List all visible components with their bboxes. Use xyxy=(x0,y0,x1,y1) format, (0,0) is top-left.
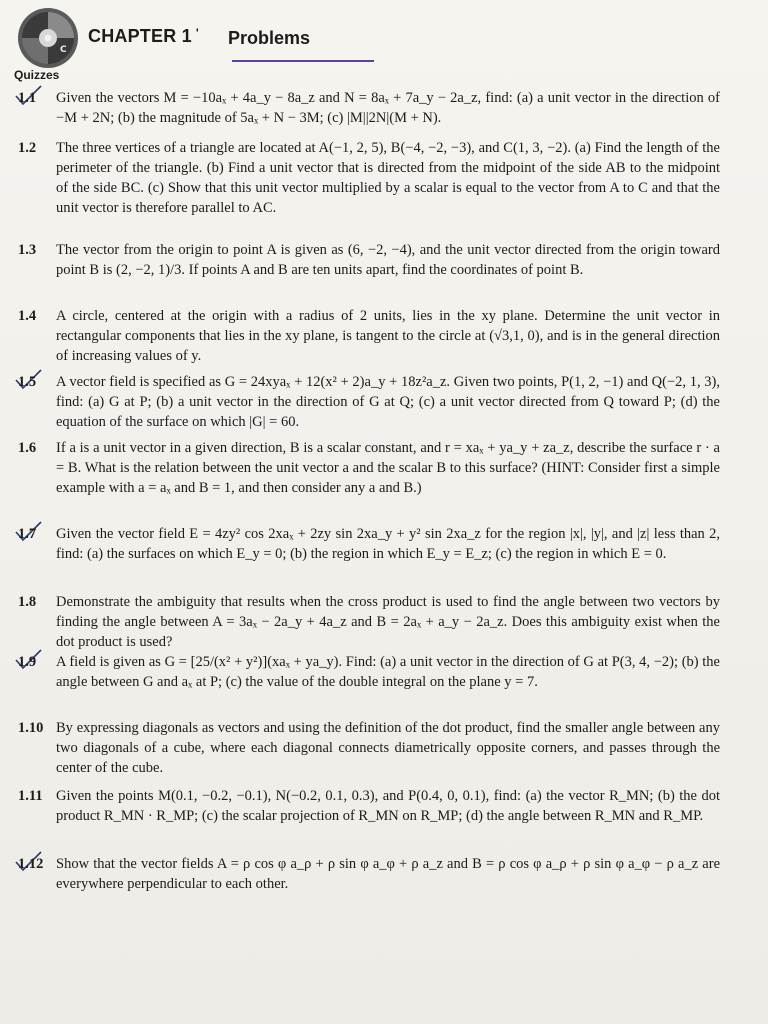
svg-text:C: C xyxy=(60,45,67,55)
problem-text: A field is given as G = [25/(x² + y²)](xaₓ + ya_y). Find: (a) a unit vector in the direction of G at P(3, 4, −2); (b) the angle between G and aₓ at P; (c) the value of the double integral on the plane y = 7. xyxy=(56,654,720,690)
problem-1-6 xyxy=(18,438,720,498)
problem-number: 1.2 xyxy=(18,140,37,156)
problem-number: 1.9 xyxy=(18,654,37,670)
problem-1-11 xyxy=(18,786,720,826)
problem-text: A vector field is specified as G = 24xyaₓ + 12(x² + 2)a_y + 18z²a_z. Given two points, P(1, 2, −1) and Q(−2, 1, 3), find: (a) G at P; (b) a unit vector in the direction of G at Q; (c) a unit vector directed from Q toward P; (d) the equation of the surface on which |G| = 60. xyxy=(56,374,720,430)
problem-1-1 xyxy=(18,88,720,128)
problem-text: A circle, centered at the origin with a radius of 2 units, lies in the xy plane. Determine the unit vector in rectangular components that lies in the xy plane, is tangent to the circle at (√3,1, 0), and is in the general direction of increasing values of y. xyxy=(56,308,720,364)
chapter-header xyxy=(16,4,756,70)
problem-text: Demonstrate the ambiguity that results when the cross product is used to find the angle between two vectors by finding the angle between A = 3aₓ − 2a_y + 4a_z and B = 2aₓ + a_y − 2a_z. Does this ambiguity exist when the dot product is used? xyxy=(56,594,720,650)
chapter-number-text: CHAPTER 1 xyxy=(88,26,192,46)
title-underline xyxy=(232,60,374,62)
problem-1-7 xyxy=(18,524,720,564)
problem-text: Show that the vector fields A = ρ cos φ a_ρ + ρ sin φ a_φ + ρ a_z and B = ρ cos φ a_ρ + ρ sin φ a_φ − ρ a_z are everywhere perpendicular to each other. xyxy=(56,856,720,892)
section-title: Problems xyxy=(228,28,311,48)
problem-number: 1.6 xyxy=(18,440,37,456)
problem-number: 1.5 xyxy=(18,374,37,390)
problem-text: Given the vectors M = −10aₓ + 4a_y − 8a_z and N = 8aₓ + 7a_y − 2a_z, find: (a) a unit vector in the direction of −M + 2N; (b) the magnitude of 5aₓ + N − 3M; (c) |M||2N|(M + N). xyxy=(56,90,720,126)
problem-text: If a is a unit vector in a given direction, B is a scalar constant, and r = xaₓ + ya_y + za_z, describe the surface r · a = B. What is the relation between the unit vector a and the scalar B to this surface? (HINT: Consider first a simple example with a = aₓ and B = 1, and then consider any a and B.) xyxy=(56,440,720,496)
problem-1-12 xyxy=(18,854,720,894)
problem-text: Given the vector field E = 4zy² cos 2xaₓ + 2zy sin 2xa_y + y² sin 2xa_z for the region |x|, |y|, and |z| less than 2, find: (a) the surfaces on which E_y = 0; (b) the region in which E_y = E_z; (c) the region in which E = 0. xyxy=(56,526,720,562)
problem-number: 1.7 xyxy=(18,526,37,542)
problem-text: The vector from the origin to point A is given as (6, −2, −4), and the unit vector directed from the origin toward point B is (2, −2, 1)/3. If points A and B are ten units apart, find the coordinates of point B. xyxy=(56,242,720,278)
quizzes-label: Quizzes xyxy=(14,68,60,82)
problem-text: By expressing diagonals as vectors and using the definition of the dot product, find the smaller angle between any two diagonals of a cube, where each diagonal connects diametrically opposite corners, and passes through the center of the cube. xyxy=(56,720,720,776)
problem-1-2 xyxy=(18,138,720,218)
problem-number: 1.3 xyxy=(18,242,37,258)
problem-number: 1.12 xyxy=(18,856,44,872)
chapter-label xyxy=(88,26,205,47)
problem-1-8 xyxy=(18,592,720,652)
problem-1-3 xyxy=(18,240,720,280)
problem-number: 1.11 xyxy=(18,788,43,804)
problem-text: Given the points M(0.1, −0.2, −0.1), N(−0.2, 0.1, 0.3), and P(0.4, 0, 0.1), find: (a) the vector R_MN; (b) the dot product R_MN · R_MP; (c) the scalar projection of R_MN on R_MP; (d) the angle between R_MN and R_MP. xyxy=(56,788,720,824)
problem-1-4 xyxy=(18,306,720,366)
problem-1-5 xyxy=(18,372,720,432)
problem-number: 1.1 xyxy=(18,90,37,106)
problem-1-9 xyxy=(18,652,720,692)
problem-1-10 xyxy=(18,718,720,778)
problem-number: 1.8 xyxy=(18,594,37,610)
problem-number: 1.10 xyxy=(18,720,44,736)
cd-disc-icon xyxy=(16,6,80,70)
chapter-separator: ' xyxy=(195,26,199,40)
problem-text: The three vertices of a triangle are located at A(−1, 2, 5), B(−4, −2, −3), and C(1, 3, −2). (a) Find the length of the perimeter of the triangle. (b) Find a unit vector that is directed from the midpoint of the side AB to the midpoint of the side BC. (c) Show that this unit vector multiplied by a scalar is equal to the vector from A to C and that the unit vector is therefore parallel to AC. xyxy=(56,140,720,216)
problem-number: 1.4 xyxy=(18,308,37,324)
